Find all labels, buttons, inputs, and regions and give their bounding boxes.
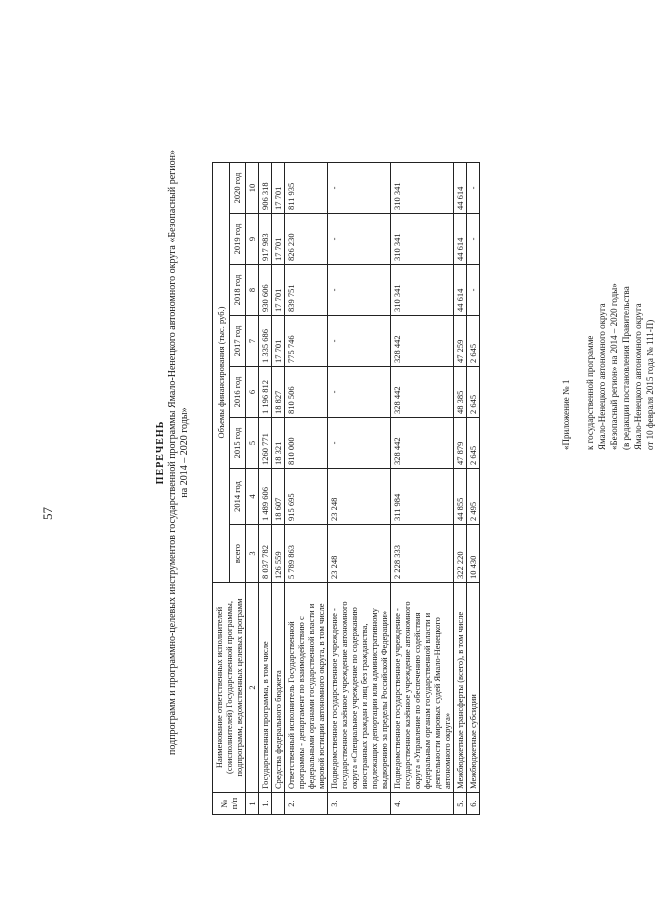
row-number: 5. (454, 793, 467, 815)
index-row (246, 163, 259, 815)
col-header-year: 2014 год (229, 469, 246, 525)
value-2020: - (467, 163, 480, 214)
appendix-line: «Приложение № 1 (561, 379, 571, 450)
col-header-year: 2019 год (229, 214, 246, 265)
appendix-line: Ямало-Ненецкого автономного округа (597, 303, 607, 450)
value-2019: - (328, 214, 391, 265)
index-cell: 1 (246, 793, 259, 815)
value-total: 2 228 333 (391, 525, 454, 583)
value-2015: - (328, 418, 391, 469)
value-total: 23 248 (328, 525, 391, 583)
col-header-year: 2018 год (229, 265, 246, 316)
value-2016: 2 645 (467, 367, 480, 418)
row-number: 2. (285, 793, 328, 815)
value-2014: 915 695 (285, 469, 328, 525)
value-2015: 47 879 (454, 418, 467, 469)
value-2014: 44 855 (454, 469, 467, 525)
appendix-line: от 10 февраля 2015 года № 111-П) (645, 319, 655, 450)
table-row (328, 163, 391, 815)
index-cell: 6 (246, 367, 259, 418)
row-name: Подведомственное государственное учреждение - государственное казённое учреждение автономного округа «Управление по обеспечению содействия федеральным органам государственной власти и деятельности мировых судей Ямало-Ненецкого автономного округа» (391, 583, 454, 793)
index-cell: 10 (246, 163, 259, 214)
title-heading: ПЕРЕЧЕНЬ (155, 420, 166, 485)
index-cell: 3 (246, 525, 259, 583)
value-2016: 810 506 (285, 367, 328, 418)
value-2020: 811 935 (285, 163, 328, 214)
col-header-year: 2015 год (229, 418, 246, 469)
value-2018: 930 606 (259, 265, 272, 316)
row-number: 4. (391, 793, 454, 815)
value-2018: - (467, 265, 480, 316)
index-cell: 7 (246, 316, 259, 367)
appendix-spacer (572, 250, 584, 450)
value-2014: 18 607 (272, 469, 285, 525)
col-header-year: 2017 год (229, 316, 246, 367)
value-2019: - (467, 214, 480, 265)
row-number (272, 793, 285, 815)
value-2014: 311 984 (391, 469, 454, 525)
value-2016: - (328, 367, 391, 418)
value-2014: 1 489 606 (259, 469, 272, 525)
col-header-total: всего (229, 525, 246, 583)
col-header-num: № п/п (213, 793, 246, 815)
value-2020: 17 701 (272, 163, 285, 214)
value-2017: - (328, 316, 391, 367)
value-2020: 310 341 (391, 163, 454, 214)
col-header-name: Наименование ответственных исполнителей (соисполнителей) Государственной программы, подпрограмм, ведомственных целевых программ (213, 583, 246, 793)
row-name: Средства федерального бюджета (272, 583, 285, 793)
value-2017: 2 645 (467, 316, 480, 367)
value-total: 322 220 (454, 525, 467, 583)
value-2019: 917 983 (259, 214, 272, 265)
funding-table (212, 162, 480, 815)
value-2018: 44 614 (454, 265, 467, 316)
index-cell: 9 (246, 214, 259, 265)
value-2019: 17 701 (272, 214, 285, 265)
index-cell: 5 (246, 418, 259, 469)
row-name: Государственная программа, в том числе (259, 583, 272, 793)
value-2016: 18 827 (272, 367, 285, 418)
value-2014: 23 248 (328, 469, 391, 525)
value-2016: 328 442 (391, 367, 454, 418)
value-2020: 44 614 (454, 163, 467, 214)
index-cell: 8 (246, 265, 259, 316)
value-2015: 810 000 (285, 418, 328, 469)
document-title (155, 0, 191, 905)
row-name: Ответственный исполнитель Государственной программы - департамент по взаимодействию с федеральными органами государственной власти и мировой юстиции автономного округа, в том числе (285, 583, 328, 793)
row-name: Подведомственное государственное учреждение - государственное казённое учреждение автономного округа «Специальное учреждение по содержанию иностранных граждан и лиц без гражданства, подлежащих депортации или административному выдворению за пределы Российской Федерации» (328, 583, 391, 793)
row-number: 6. (467, 793, 480, 815)
value-2018: - (328, 265, 391, 316)
value-2020: 906 318 (259, 163, 272, 214)
table-row (467, 163, 480, 815)
value-total: 10 430 (467, 525, 480, 583)
table-row (391, 163, 454, 815)
table-row (285, 163, 328, 815)
col-header-funding: Объемы финансирования (тыс. руб.) (213, 163, 230, 583)
value-2018: 17 701 (272, 265, 285, 316)
value-2016: 48 385 (454, 367, 467, 418)
table-row (259, 163, 272, 815)
appendix-line: к государственной программе (585, 335, 595, 450)
row-number: 1. (259, 793, 272, 815)
appendix-note (560, 250, 656, 450)
index-cell: 2 (246, 583, 259, 793)
value-2019: 826 230 (285, 214, 328, 265)
page-number: 57 (40, 507, 55, 520)
value-2014: 2 495 (467, 469, 480, 525)
table-row (454, 163, 467, 815)
appendix-line: Ямало-Ненецкого автономного округа (633, 303, 643, 450)
table-row (272, 163, 285, 815)
appendix-line: «Безопасный регион» на 2014 – 2020 годы» (609, 283, 619, 450)
value-2020: - (328, 163, 391, 214)
value-2019: 44 614 (454, 214, 467, 265)
value-total: 5 789 863 (285, 525, 328, 583)
value-2019: 310 341 (391, 214, 454, 265)
value-2017: 328 442 (391, 316, 454, 367)
value-2018: 310 341 (391, 265, 454, 316)
appendix-line: (в редакции постановления Правительства (621, 286, 631, 450)
title-line-2: на 2014 – 2020 годы» (179, 407, 190, 498)
row-name: Межбюджетные трансферты (всего), в том числе (454, 583, 467, 793)
value-2015: 328 442 (391, 418, 454, 469)
value-2017: 47 259 (454, 316, 467, 367)
value-2016: 1 196 812 (259, 367, 272, 418)
row-name: Межбюджетные субсидии (467, 583, 480, 793)
row-number: 3. (328, 793, 391, 815)
title-line-1: подпрограмм и программно-целевых инструментов государственной программы Ямало-Ненецкого автономного округа «Безопасный регион» (167, 150, 178, 755)
value-total: 126 559 (272, 525, 285, 583)
value-2018: 839 751 (285, 265, 328, 316)
value-2017: 775 746 (285, 316, 328, 367)
col-header-year: 2020 год (229, 163, 246, 214)
value-total: 8 037 782 (259, 525, 272, 583)
value-2015: 18 321 (272, 418, 285, 469)
value-2015: 1260 771 (259, 418, 272, 469)
index-cell: 4 (246, 469, 259, 525)
col-header-year: 2016 год (229, 367, 246, 418)
value-2017: 1 335 686 (259, 316, 272, 367)
header-row-1 (213, 163, 230, 815)
value-2015: 2 645 (467, 418, 480, 469)
value-2017: 17 701 (272, 316, 285, 367)
